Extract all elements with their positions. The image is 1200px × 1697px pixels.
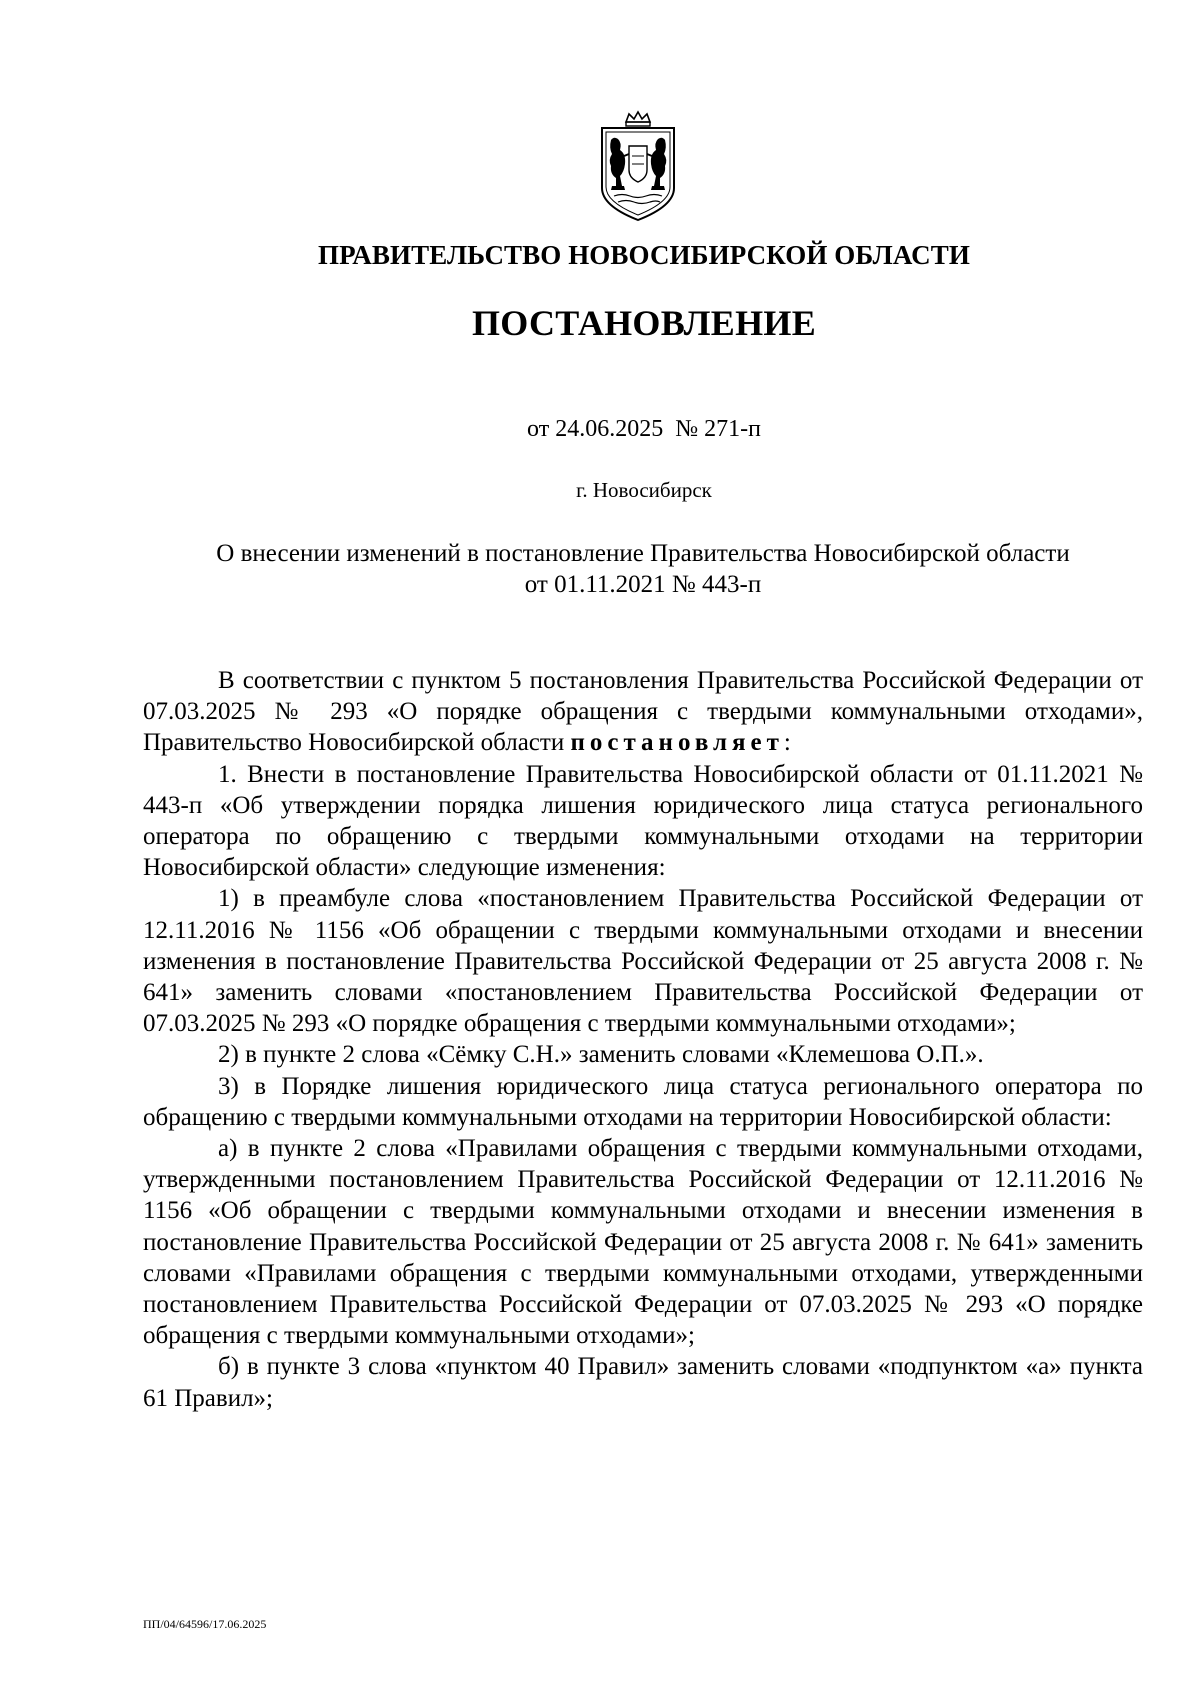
document-body: [143, 665, 1143, 1414]
document-title: [143, 538, 1143, 600]
paragraph-1-1: 1) в преамбуле слова «постановлением Правительства Российской Федерации от 12.11.2016 № 1156 «Об обращении с твердыми коммунальными отходами и внесении изменения в постановление Правительства Российской Федерации от 25 августа 2008 г. № 641» заменить словами «постановлением Правительства Российской Федерации от 07.03.2025 № 293 «О порядке обращения с твердыми коммунальными отходами»;: [143, 885, 1143, 1038]
title-line-2: от 01.11.2021 № 443-п: [524, 571, 762, 598]
paragraph-1-2: 2) в пункте 2 слова «Сёмку С.Н.» заменить словами «Клемешова О.П.».: [218, 1041, 984, 1069]
paragraph-1: 1. Внести в постановление Правительства Новосибирской области от 01.11.2021 № 443-п «Об утверждении порядка лишения юридического лица статуса регионального оператора по обращению с твердыми коммунальными отходами на территории Новосибирской области» следующие изменения:: [143, 760, 1143, 882]
paragraph-1-3-b: б) в пункте 3 слова «пунктом 40 Правил» заменить словами «подпунктом «а» пункта 61 Правил»;: [143, 1353, 1143, 1412]
paragraph-1-3-a: а) в пункте 2 слова «Правилами обращения с твердыми коммунальными отходами, утвержденными постановлением Правительства Российской Федерации от 12.11.2016 № 1156 «Об обращении с твердыми коммунальными отходами и внесении изменения в постановление Правительства Российской Федерации от 25 августа 2008 г. № 641» заменить словами «Правилами обращения с твердыми коммунальными отходами, утвержденными постановлением Правительства Российской Федерации от 07.03.2025 № 293 «О порядке обращения с твердыми коммунальными отходами»;: [143, 1135, 1143, 1350]
date-and-number: от 24.06.2025 № 271-п: [527, 416, 761, 442]
coat-of-arms-icon: [598, 110, 678, 222]
document-code: ПП/04/64596/17.06.2025: [143, 1617, 267, 1631]
city: г. Новосибирск: [576, 478, 712, 502]
document-type: ПОСТАНОВЛЕНИЕ: [471, 303, 817, 343]
resolves-word: постановляет: [570, 729, 784, 757]
title-line-1: О внесении изменений в постановление Правительства Новосибирской области: [216, 540, 1070, 567]
preamble-paragraph: [143, 665, 1143, 759]
paragraph-1-3: 3) в Порядке лишения юридического лица статуса регионального оператора по обращению с твердыми коммунальными отходами на территории Новосибирской области:: [143, 1072, 1143, 1131]
resolves-colon: :: [783, 729, 791, 757]
preamble-text: В соответствии с пунктом 5 постановления Правительства Российской Федерации от 07.03.2025 № 293 «О порядке обращения с твердыми коммунальными отходами», Правительство Новосибирской области: [143, 667, 1143, 757]
organization-name: ПРАВИТЕЛЬСТВО НОВОСИБИРСКОЙ ОБЛАСТИ: [318, 240, 970, 270]
